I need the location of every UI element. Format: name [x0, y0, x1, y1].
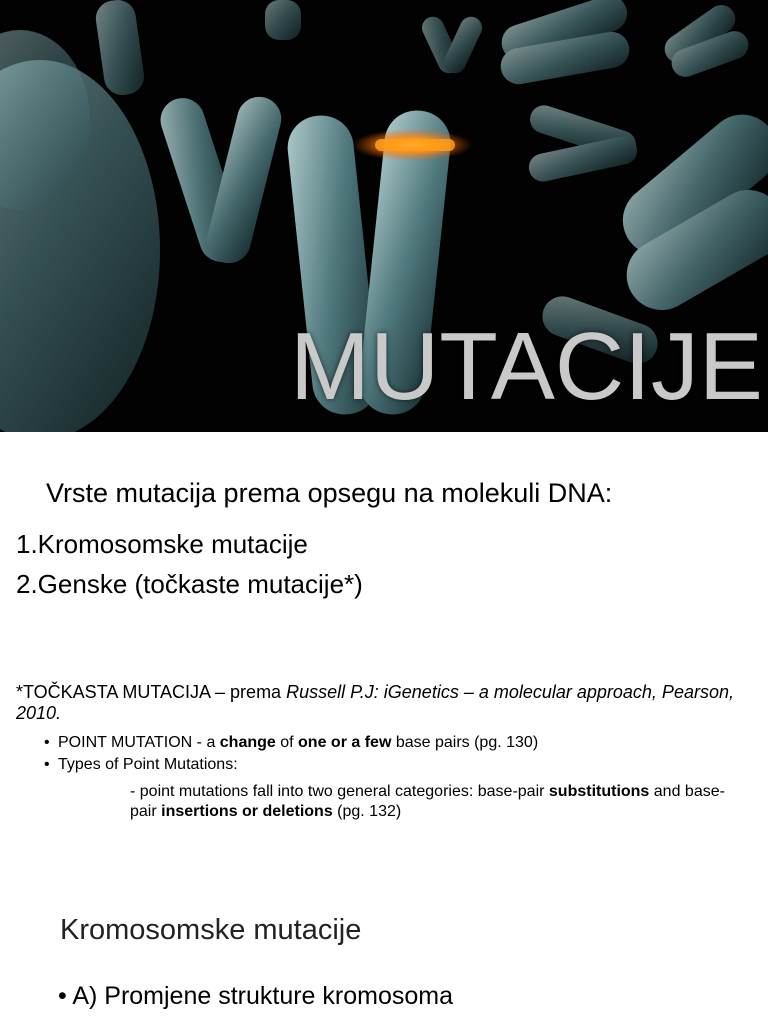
list-item-genetic: 2.Genske (točkaste mutacije*) — [16, 569, 363, 599]
slide-heading: Vrste mutacija prema opsegu na molekuli DNA: — [46, 478, 613, 508]
section-bullet: • A) Promjene strukture kromosoma — [58, 982, 453, 1010]
text-bold: insertions or deletions — [161, 803, 333, 820]
section-title: Kromosomske mutacije — [60, 914, 362, 946]
list-item-chromosomal: 1.Kromosomske mutacije — [16, 529, 308, 559]
text-bold: one or a few — [298, 734, 392, 751]
footnote — [16, 682, 756, 724]
text-segment: - point mutations fall into two general categories: base-pair — [130, 783, 549, 800]
text-segment: and base-pair — [130, 783, 725, 820]
text-bold: substitutions — [548, 783, 650, 800]
footnote-source: Russell P.J: iGenetics – a molecular approach, Pearson, 2010. — [16, 682, 734, 723]
text-segment: POINT MUTATION - a — [58, 734, 220, 751]
list-item: • Types of Point Mutations: — [44, 754, 538, 776]
bullet-list — [44, 732, 538, 776]
sub-note — [130, 782, 750, 822]
hero-title: MUTACIJE — [290, 313, 763, 420]
footnote-prefix: *TOČKASTA MUTACIJA – prema — [16, 682, 287, 702]
list-item — [44, 732, 538, 754]
text-bold: change — [219, 734, 276, 751]
hero-banner — [0, 0, 768, 432]
text-segment: base pairs (pg. 130) — [391, 734, 539, 751]
text-segment: of — [275, 734, 299, 751]
slide-content — [0, 432, 768, 1024]
text-segment: (pg. 132) — [332, 803, 402, 820]
